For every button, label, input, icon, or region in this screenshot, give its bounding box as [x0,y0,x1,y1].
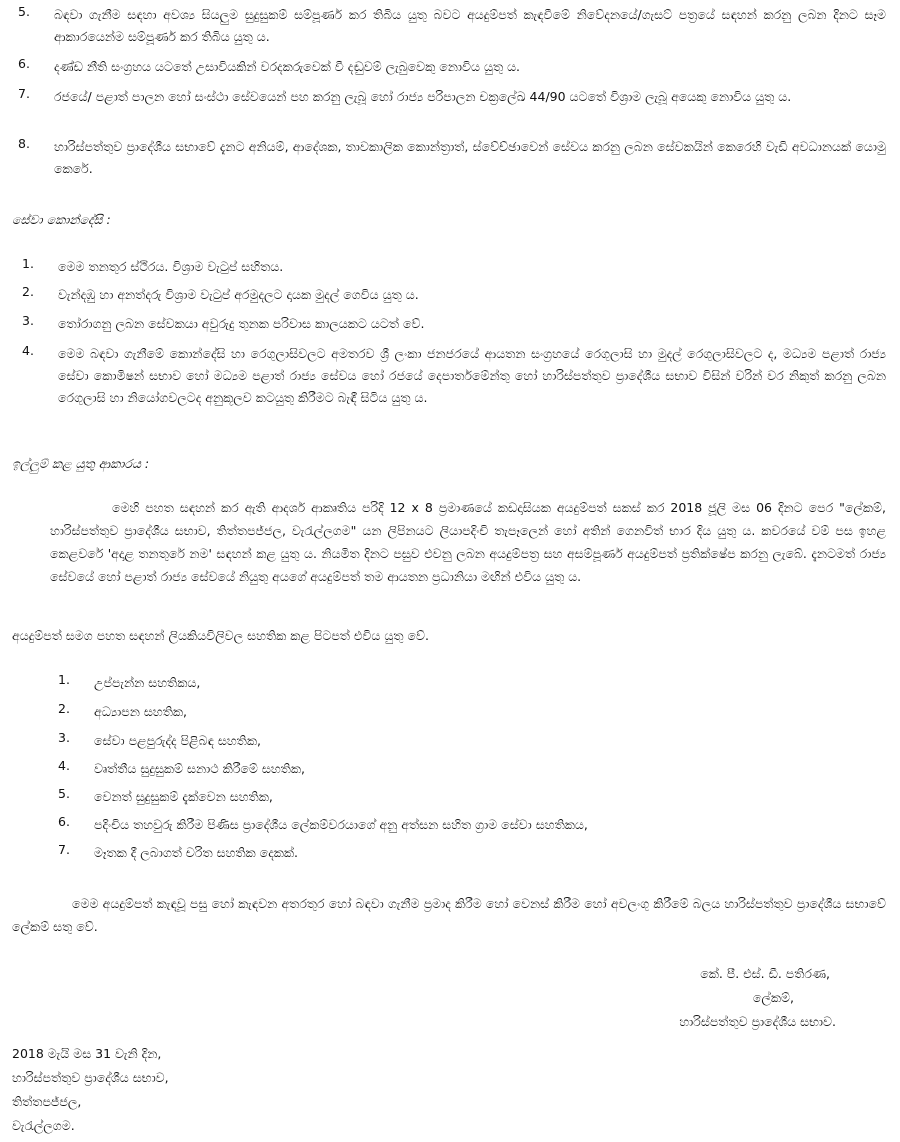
item-text: දණ්ඩ නීති සංග්‍රහය යටතේ උසාවියකින් වරදකරුවෙක් වී දඬුවම් ලැබුවෙකු නොවිය යුතු ය. [54,59,521,74]
item-text: මෑතක දී ලබාගත් චරිත සහතික දෙකක්. [94,845,299,860]
item-number: 4. [58,758,70,773]
eligibility-item-8 [18,136,886,180]
item-text: හාරිස්පත්තුව ප්‍රාදේශීය සභාවේ දැනට අනියම්, ආදේශක, තාවකාලික කොන්ත්‍රාත්, ස්වේච්ඡාවෙන් සේවය කරනු ලබන සේවකයින් කෙරෙහි වැඩි අවධානයක් යොමු කෙරේ. [54,139,886,176]
certificate-item-5 [58,786,886,808]
certificate-item-6 [58,814,886,836]
service-condition-1 [22,256,886,278]
item-text: රජයේ/ පළාත් පාලන හෝ සංස්ථා සේවයෙන් පහ කරනු ලැබූ හෝ රාජ්‍ය පරිපාලන චක්‍රලේඛ 44/90 යටතේ විශ්‍රාම ලැබූ අයෙකු නොවිය යුතු ය. [54,89,792,104]
item-number: 5. [18,4,30,19]
item-text: පදිංචිය තහවුරු කිරීම පිණිස ප්‍රාදේශීය ලේකම්වරයාගේ අනු අත්සන සහිත ග්‍රාම සේවා සහතිකය, [94,817,588,832]
eligibility-item-7 [18,86,886,108]
address-line-2: තිත්තපජ්ජල, [12,1094,82,1109]
certificate-item-3 [58,730,886,752]
item-number: 7. [58,842,70,857]
item-number: 6. [58,814,70,829]
service-condition-4 [22,343,886,409]
signature-block [560,962,886,1034]
signatory-name: කේ. පී. එස්. ඩී. පතිරණ, [700,966,830,981]
item-number: 1. [22,256,34,271]
item-number: 2. [22,284,34,299]
application-method-heading: ඉල්ලුම් කළ යුතු ආකාරය : [12,456,150,471]
item-text: බඳවා ගැනීම සඳහා අවශ්‍ය සියලුම සුදුසුකම් සම්පූර්ණ කර තිබිය යුතු බවට අයදුම්පත් කැඳවීමේ නිවේදනයේ/ගැසට් පත්‍රයේ සඳහන් කරනු ලබන දිනට සෑම ආකාරයෙන්ම සම්පූර්ණ කර තිබිය යුතු ය. [54,7,886,44]
item-number: 6. [18,56,30,71]
item-number: 3. [58,730,70,745]
item-text: මෙම බඳවා ගැනීමේ කොන්දේසි හා රෙගුලාසිවලට අමතරව ශ්‍රී ලංකා ජනජරයේ ආයතන සංග්‍රහයේ රෙගුලාසි හා මුදල් රෙගුලාසිවලට ද, මධ්‍යම පළාත් රාජ්‍ය සේවා කොමිෂන් සභාව හෝ මධ්‍යම පළාත් රාජ්‍ය සේවය හෝ රජයේ දෙපාර්තමේන්තු හෝ හාරිස්පත්තුව ප්‍රාදේශීය සභාව විසින් වරින් වර නිකුත් කරනු ලබන රෙගුලාසි හා නියෝගවලටද අනුකූලව කටයුතු කිරීමට බැඳී සිටිය යුතු ය. [58,346,886,405]
application-method-paragraph: මෙහි පහත සඳහන් කර ඇති ආදර්ශ ආකෘතිය පරිදි 12 x 8 ප්‍රමාණයේ කඩදාසියක අයදුම්පත් සකස් කර 2018 ජූලි මස 06 දිනට පෙර "ලේකම්, හාරිස්පත්තුව ප්‍රාදේශීය සභාව, තිත්තපජ්ජල, වැරැල්ලගම" යන ලිපිනයට ලියාපදිංචි තැපෑලෙන් හෝ අතින් ගෙනවිත් භාර දිය යුතු ය. කවරයේ වම් පස ඉහළ කෙළවරේ 'අදාළ තනතුරේ නම' සඳහන් කළ යුතු ය. නියමිත දිනට පසුව එවනු ලබන අයදුම්පත්‍ර සහ අසම්පූර්ණ අයදුම්පත් ප්‍රතික්ෂේප කරනු ලැබේ. දැනටමත් රාජ්‍ය සේවයේ හෝ පළාත් රාජ්‍ය සේවයේ නියුතු අයගේ අයදුම්පත් තම ආයතන ප්‍රධානියා මඟින් එවිය යුතු ය. [50,500,886,584]
certificate-item-4 [58,758,886,780]
certificate-item-2 [58,701,886,723]
item-number: 5. [58,786,70,801]
service-conditions-heading: සේවා කොන්දේසි : [12,212,111,227]
item-text: තෝරාගනු ලබන සේවකයා අවුරුදු තුනක පරිවාස කාලයකට යටත් වේ. [58,316,425,331]
item-number: 4. [22,343,34,358]
item-number: 8. [18,136,30,151]
certificate-item-7 [58,842,886,864]
item-text: උප්පැන්න සහතිකය, [94,675,201,690]
signatory-title: ලේකම්, [752,990,794,1005]
item-number: 3. [22,313,34,328]
item-text: වෘත්තීය සුදුසුකම් සනාථ කිරීමේ සහතික, [94,761,305,776]
address-line-1: හාරිස්පත්තුව ප්‍රාදේශීය සභාව, [12,1070,169,1085]
date-address-block [12,1042,412,1138]
item-number: 1. [58,672,70,687]
certificate-item-1 [58,672,886,694]
signatory-office: හාරිස්පත්තුව ප්‍රාදේශීය සභාව. [679,1014,836,1029]
item-number: 7. [18,86,30,101]
authority-note: මෙම අයදුම්පත් කැඳවූ පසු හෝ කැඳවන අතරතුර හෝ බඳවා ගැනීම ප්‍රමාද කිරීම හෝ වෙනස් කිරීම හෝ අවලංගු කිරීමේ බලය හාරිස්පත්තුව ප්‍රාදේශීය සභාවේ ලේකම් සතු වේ. [12,896,886,934]
service-condition-2 [22,284,886,306]
item-text: අධ්‍යාපන සහතික, [94,704,187,719]
issue-date: 2018 මැයි මස 31 වැනි දින, [12,1046,162,1061]
service-condition-3 [22,313,886,335]
item-number: 2. [58,701,70,716]
item-text: මෙම තනතුර ස්ථිරය. විශ්‍රාම වැටුප් සහිතය. [58,259,284,274]
eligibility-item-6 [18,56,886,78]
eligibility-item-5 [18,4,886,48]
address-line-3: වැරැල්ලගම. [12,1118,75,1133]
certificates-intro: අයදුම්පත් සමග පහත සඳහන් ලියකියවිලිවල සහතික කළ පිටපත් එවිය යුතු වේ. [12,628,429,643]
item-text: වැන්දඹු හා අනත්දරු විශ්‍රාම වැටුප් අරමුදලට දායක මුදල් ගෙවිය යුතු ය. [58,287,419,302]
item-text: වෙනත් සුදුසුකම් දැක්වෙන සහතික, [94,789,273,804]
item-text: සේවා පළපුරුද්ද පිළිබඳ සහතික, [94,733,261,748]
